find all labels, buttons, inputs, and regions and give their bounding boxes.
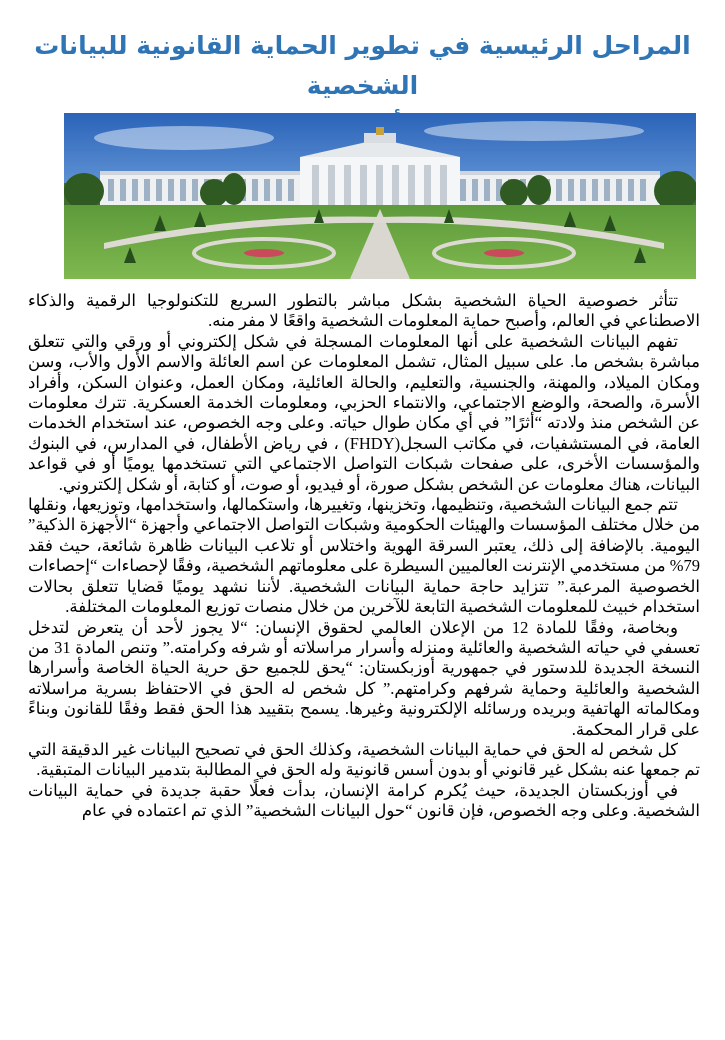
paragraph: تفهم البيانات الشخصية على أنها المعلومات المسجلة في شكل إلكتروني أو ورقي والتي تتعلق مباشرة بشخص ما. على سبيل المثال، تشمل المعلومات عن اسم العائلة والاسم الأول والأب، وسن ومكان الميلاد، والمهنة، والجنسية، والتعليم، والحالة العائلية، ومكان العمل، وعنوان السكن، وأفراد الأسرة، والصحة، والوضع الاجتماعي، والانتماء الحزبي، ومعلومات الخدمة العسكرية. تترك معلومات عن الشخص منذ ولادته “أثرًا” في أي مكان طوال حياته. وعلى وجه الخصوص، عند استخدام الخدمات العامة، في المستشفيات، في مكاتب السجل(FHDY) ، في رياض الأطفال، في المدارس، في البنوك والمؤسسات الأخرى، على صفحات شبكات التواصل الاجتماعي التي تستخدمها يوميًا أو في قواعد البيانات، هناك معلومات عن الشخص بشكل صورة، أو فيديو، أو صوت، أو كتابة، أو شكل إلكتروني. <box>28 331 700 494</box>
title-line-1: المراحل الرئيسية في تطوير الحماية القانونية للبيانات الشخصية <box>34 31 691 100</box>
paragraph: كل شخص له الحق في حماية البيانات الشخصية، وكذلك الحق في تصحيح البيانات غير الدقيقة التي تم جمعها عنه بشكل غير قانوني أو بدون أسس قانونية وله الحق في المطالبة بتدمير البيانات المتبقية. <box>28 739 700 780</box>
paragraph: تتم جمع البيانات الشخصية، وتنظيمها، وتخزينها، وتغييرها، واستكمالها، واستخدامها، وتوزيعها، ونقلها من خلال مختلف المؤسسات والهيئات الحكومية وشبكات التواصل الاجتماعي وأجهزة “الأجهزة الذكية” اليومية. بالإضافة إلى ذلك، يعتبر السرقة الهوية واختلاس أو تلاعب البيانات ظاهرة شائعة، حيث فقد 79% من مستخدمي الإنترنت العالميين السيطرة على معلوماتهم الشخصية، وفقًا لإحصاءات “إحصاءات الخصوصية المرعبة.” تتزايد حاجة حماية البيانات الشخصية. لأننا نشهد يوميًا قضايا تتعلق بحالات استخدام خبيث للمعلومات الشخصية التابعة للآخرين من خلال منصات توزيع المعلومات المختلفة. <box>28 495 700 617</box>
paragraph: في أوزبكستان الجديدة، حيث يُكرم كرامة الإنسان، بدأت فعلًا حقبة جديدة في حماية البيانات الشخصية. وعلى وجه الخصوص، فإن قانون “حول البيانات الشخصية” الذي تم اعتماده في عام <box>28 780 700 821</box>
parliament-building-photo <box>64 113 696 279</box>
paragraph: وبخاصة، وفقًا للمادة 12 من الإعلان العالمي لحقوق الإنسان: “لا يجوز لأحد أن يتعرض لتدخل تعسفي في حياته الشخصية والعائلية ومنزله وأسرار مراسلاته أو شرفه وكرامته.” وتنص المادة 31 من النسخة الجديدة للدستور في جمهورية أوزبكستان: “يحق للجميع حق حرية الحياة الخاصة وأسرارها الشخصية والعائلية وحماية شرفهم وكرامتهم.” كل شخص له الحق في الاحتفاظ بسرية مراسلاته ومكالماته الهاتفية وبريده ورسائله الإلكترونية وغيرها. يسمح بتقييد هذا الحق فقط وفقًا للقانون وبناءً على قرار المحكمة. <box>28 617 700 739</box>
paragraph: تتأثر خصوصية الحياة الشخصية بشكل مباشر بالتطور السريع للتكنولوجيا الرقمية والذكاء الاصطناعي في العالم، وأصبح حماية المعلومات الشخصية واقعًا لا مفر منه. <box>28 291 700 331</box>
article-body <box>28 291 700 822</box>
